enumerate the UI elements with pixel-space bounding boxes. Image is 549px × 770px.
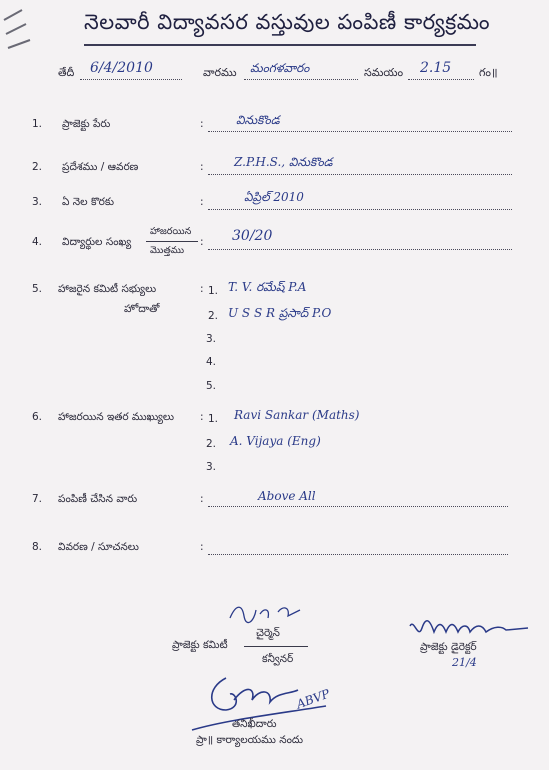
colon: : <box>200 118 204 130</box>
time-value: 2.15 <box>420 60 452 76</box>
show-through-heading <box>196 88 202 108</box>
fraction-bar <box>146 241 198 242</box>
remarks-label: వివరణ / సూచనలు <box>58 541 139 553</box>
member-number: 1. <box>208 413 219 425</box>
project-committee-label: ప్రాజెక్టు కమిటీ <box>172 639 228 651</box>
corner-mark <box>0 0 40 60</box>
title-underline <box>84 44 476 46</box>
colon: : <box>200 541 204 553</box>
colon: : <box>200 161 204 173</box>
member-number: 1. <box>208 285 219 297</box>
colon: : <box>200 283 204 295</box>
chairman-label: చైర్మెన్ <box>256 627 280 639</box>
field-number: 4. <box>32 236 43 248</box>
field-number: 2. <box>32 161 43 173</box>
field-number: 5. <box>32 283 43 295</box>
member-number: 3. <box>206 461 217 473</box>
chairman-signature <box>226 600 306 628</box>
member-number: 5. <box>206 380 217 392</box>
member-number: 2. <box>208 310 219 322</box>
field-label-project: ప్రాజెక్టు పేరు <box>62 118 111 130</box>
director-signature <box>406 614 536 644</box>
field-number: 8. <box>32 541 43 553</box>
field-value-project: వినుకొండ <box>236 113 280 127</box>
field-line <box>208 506 508 507</box>
time-label: సమయం <box>364 66 404 79</box>
field-number: 3. <box>32 196 43 208</box>
other-member-2: A. Vijaya (Eng) <box>230 434 321 448</box>
date-value: 6/4/2010 <box>90 60 153 76</box>
member-number: 2. <box>206 438 217 450</box>
director-label: ప్రాజెక్టు డైరెక్టర్ <box>420 641 477 653</box>
committee-label: హాజరైన కమిటీ సభ్యులు <box>58 283 157 295</box>
date-label: తేదీ <box>58 66 75 79</box>
distributed-by-label: పంపిణీ చేసిన వారు <box>58 493 138 505</box>
day-line <box>244 79 358 80</box>
member-number: 4. <box>206 356 217 368</box>
colon: : <box>200 196 204 208</box>
field-number: 7. <box>32 493 43 505</box>
field-line <box>208 174 512 175</box>
field-line <box>208 209 512 210</box>
time-line <box>408 79 474 80</box>
convener-label: కన్వీనర్ <box>262 653 294 665</box>
field-label-students: విద్యార్థుల సంఖ్య <box>62 236 132 248</box>
field-value-month: ఏప్రిల్ 2010 <box>244 190 304 204</box>
designation-label: హోదాతో <box>124 303 160 315</box>
distributed-by-value: Above All <box>258 489 316 503</box>
field-line <box>208 131 512 132</box>
office-label: ప్రా॥ కార్యాలయము నందు <box>196 734 303 746</box>
total-sublabel: మొత్తము <box>150 245 185 256</box>
field-line <box>208 554 508 555</box>
inspector-label: తనిఖీదారు <box>232 718 277 730</box>
other-member-1: Ravi Sankar (Maths) <box>234 408 360 422</box>
committee-member-1: T. V. రమేష్ P.A <box>228 280 307 294</box>
director-date: 21/4 <box>452 656 477 669</box>
inspector-initials: ABVP <box>294 686 332 712</box>
time-unit: గం॥ <box>479 66 498 79</box>
field-number: 6. <box>32 411 43 423</box>
day-value: మంగళవారం <box>250 61 310 75</box>
attended-sublabel: హాజరయిన <box>150 226 192 237</box>
field-value-location: Z.P.H.S., వినుకొండ <box>234 155 333 169</box>
field-label-location: ప్రదేశము / ఆవరణ <box>62 161 139 173</box>
committee-member-2: U S S R ప్రసాద్ P.O <box>228 306 332 320</box>
field-number: 1. <box>32 118 43 130</box>
day-label: వారము <box>203 66 237 79</box>
field-line <box>208 249 512 250</box>
form-title: నెలవారీ విద్యావసర వస్తువుల పంపిణీ కార్యక్రమం <box>84 10 491 34</box>
member-number: 3. <box>206 333 217 345</box>
colon: : <box>200 493 204 505</box>
signature-rule <box>244 646 308 647</box>
date-line <box>80 79 182 80</box>
colon: : <box>200 411 204 423</box>
others-label: హాజరయిన ఇతర ముఖ్యులు <box>58 411 175 423</box>
field-label-month: ఏ నెల కొరకు <box>62 196 114 208</box>
field-value-students: 30/20 <box>232 228 273 244</box>
colon: : <box>200 236 204 248</box>
